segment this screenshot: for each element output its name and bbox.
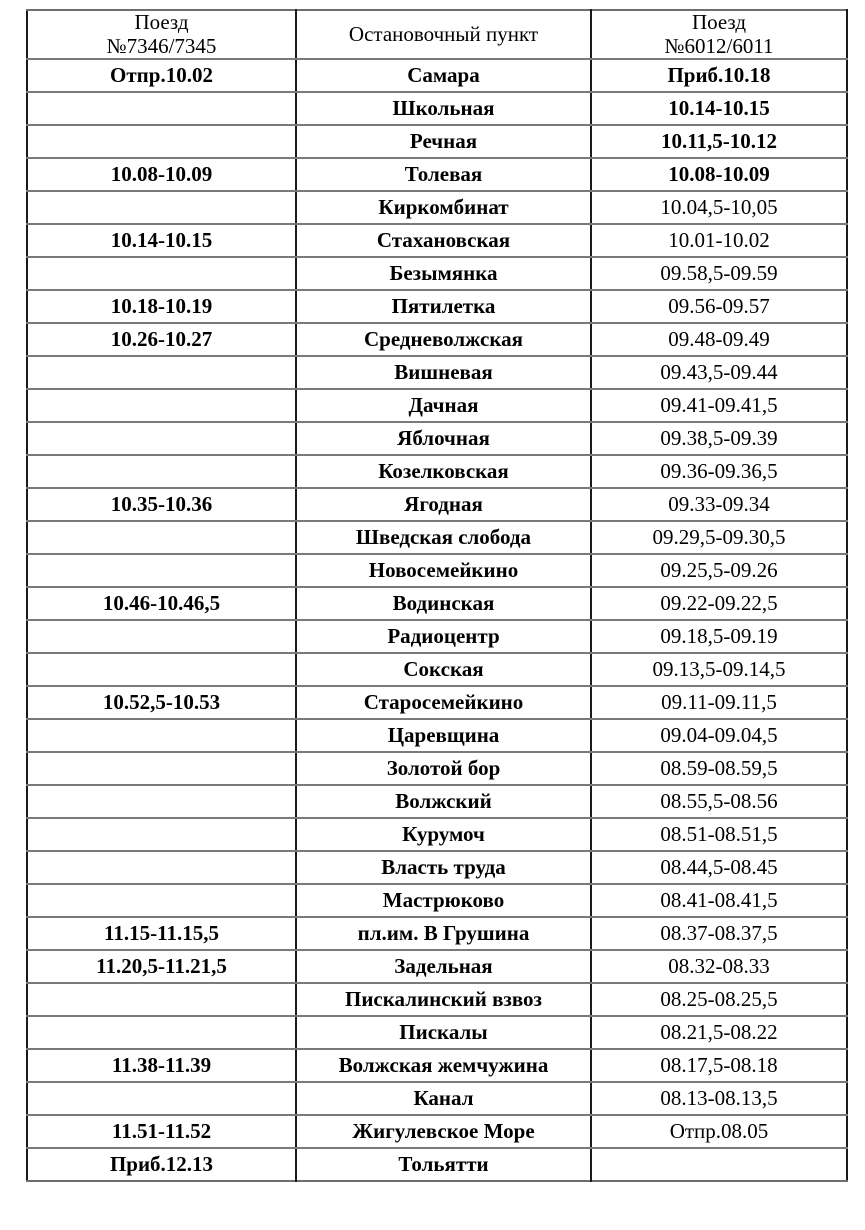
cell-train-6012-time: 08.44,5-08.45 <box>591 851 847 884</box>
cell-train-6012-time: 10.01-10.02 <box>591 224 847 257</box>
table-row <box>27 125 847 158</box>
cell-train-7346-time <box>27 1082 296 1115</box>
cell-train-7346-time <box>27 983 296 1016</box>
cell-train-7346-time: 11.15-11.15,5 <box>27 917 296 950</box>
table-row <box>27 191 847 224</box>
cell-train-7346-time <box>27 455 296 488</box>
cell-train-6012-time: 08.32-08.33 <box>591 950 847 983</box>
cell-train-6012-time: 10.14-10.15 <box>591 92 847 125</box>
cell-train-7346-time <box>27 785 296 818</box>
cell-stop-name: Ягодная <box>296 488 591 521</box>
table-row <box>27 92 847 125</box>
train-timetable <box>26 9 848 1182</box>
table-row <box>27 554 847 587</box>
table-row <box>27 521 847 554</box>
cell-train-6012-time: 09.38,5-09.39 <box>591 422 847 455</box>
cell-train-6012-time: 09.25,5-09.26 <box>591 554 847 587</box>
cell-stop-name: Новосемейкино <box>296 554 591 587</box>
header-train-left-number: №7346/7345 <box>106 33 217 58</box>
table-row <box>27 818 847 851</box>
table-row <box>27 59 847 92</box>
cell-train-6012-time: 08.25-08.25,5 <box>591 983 847 1016</box>
cell-train-6012-time: 08.41-08.41,5 <box>591 884 847 917</box>
cell-stop-name: Вишневая <box>296 356 591 389</box>
cell-train-6012-time: 09.36-09.36,5 <box>591 455 847 488</box>
cell-train-6012-time: 10.04,5-10,05 <box>591 191 847 224</box>
table-row <box>27 323 847 356</box>
cell-train-6012-time: 08.17,5-08.18 <box>591 1049 847 1082</box>
cell-train-7346-time <box>27 356 296 389</box>
cell-train-6012-time: 08.37-08.37,5 <box>591 917 847 950</box>
cell-train-7346-time: 11.38-11.39 <box>27 1049 296 1082</box>
table-row <box>27 587 847 620</box>
table-row <box>27 917 847 950</box>
cell-train-6012-time: 08.21,5-08.22 <box>591 1016 847 1049</box>
cell-train-6012-time: 09.56-09.57 <box>591 290 847 323</box>
table-row <box>27 950 847 983</box>
cell-stop-name: Самара <box>296 59 591 92</box>
cell-stop-name: Задельная <box>296 950 591 983</box>
table-row <box>27 356 847 389</box>
cell-stop-name: Школьная <box>296 92 591 125</box>
table-row <box>27 389 847 422</box>
table-row <box>27 785 847 818</box>
cell-stop-name: Волжская жемчужина <box>296 1049 591 1082</box>
cell-stop-name: Толевая <box>296 158 591 191</box>
header-train-right-line1: Поезд <box>691 10 747 34</box>
cell-train-6012-time: Отпр.08.05 <box>591 1115 847 1148</box>
cell-stop-name: Шведская слобода <box>296 521 591 554</box>
table-row <box>27 851 847 884</box>
cell-stop-name: Курумоч <box>296 818 591 851</box>
cell-train-6012-time: 09.29,5-09.30,5 <box>591 521 847 554</box>
cell-train-6012-time: 08.59-08.59,5 <box>591 752 847 785</box>
cell-train-6012-time: 09.58,5-09.59 <box>591 257 847 290</box>
cell-train-7346-time <box>27 191 296 224</box>
table-row <box>27 620 847 653</box>
cell-train-7346-time: 10.52,5-10.53 <box>27 686 296 719</box>
cell-train-7346-time <box>27 653 296 686</box>
cell-train-6012-time <box>591 1148 847 1181</box>
cell-stop-name: Пискалинский взвоз <box>296 983 591 1016</box>
cell-train-7346-time <box>27 125 296 158</box>
cell-stop-name: Водинская <box>296 587 591 620</box>
cell-stop-name: пл.им. В Грушина <box>296 917 591 950</box>
cell-train-6012-time: 09.33-09.34 <box>591 488 847 521</box>
cell-train-6012-time: 08.51-08.51,5 <box>591 818 847 851</box>
cell-train-7346-time <box>27 389 296 422</box>
cell-train-6012-time: 09.18,5-09.19 <box>591 620 847 653</box>
cell-train-6012-time: 09.41-09.41,5 <box>591 389 847 422</box>
header-stop-point <box>296 10 591 59</box>
cell-train-6012-time: 09.13,5-09.14,5 <box>591 653 847 686</box>
cell-train-7346-time <box>27 884 296 917</box>
table-row <box>27 224 847 257</box>
cell-train-7346-time: Отпр.10.02 <box>27 59 296 92</box>
header-stop-point-label: Остановочный пункт <box>348 21 539 46</box>
table-row <box>27 290 847 323</box>
cell-train-6012-time: 09.48-09.49 <box>591 323 847 356</box>
cell-stop-name: Яблочная <box>296 422 591 455</box>
cell-train-7346-time: 10.14-10.15 <box>27 224 296 257</box>
cell-stop-name: Канал <box>296 1082 591 1115</box>
table-row <box>27 488 847 521</box>
cell-stop-name: Тольятти <box>296 1148 591 1181</box>
cell-train-6012-time: 09.04-09.04,5 <box>591 719 847 752</box>
cell-train-7346-time <box>27 521 296 554</box>
table-row <box>27 752 847 785</box>
cell-stop-name: Козелковская <box>296 455 591 488</box>
cell-stop-name: Власть труда <box>296 851 591 884</box>
cell-stop-name: Стахановская <box>296 224 591 257</box>
cell-train-7346-time <box>27 620 296 653</box>
cell-train-6012-time: 09.22-09.22,5 <box>591 587 847 620</box>
table-row <box>27 686 847 719</box>
cell-stop-name: Пискалы <box>296 1016 591 1049</box>
cell-train-7346-time: 11.20,5-11.21,5 <box>27 950 296 983</box>
table-row <box>27 1082 847 1115</box>
cell-train-7346-time: 10.18-10.19 <box>27 290 296 323</box>
cell-train-7346-time <box>27 719 296 752</box>
table-row <box>27 1115 847 1148</box>
cell-train-6012-time: 08.13-08.13,5 <box>591 1082 847 1115</box>
cell-stop-name: Сокская <box>296 653 591 686</box>
cell-stop-name: Золотой бор <box>296 752 591 785</box>
cell-stop-name: Жигулевское Море <box>296 1115 591 1148</box>
header-train-left-line1: Поезд <box>134 10 189 34</box>
cell-stop-name: Киркомбинат <box>296 191 591 224</box>
table-row <box>27 1016 847 1049</box>
cell-train-6012-time: Приб.10.18 <box>591 59 847 92</box>
cell-stop-name: Радиоцентр <box>296 620 591 653</box>
cell-stop-name: Дачная <box>296 389 591 422</box>
cell-train-7346-time: 10.46-10.46,5 <box>27 587 296 620</box>
cell-train-7346-time: 10.35-10.36 <box>27 488 296 521</box>
cell-stop-name: Безымянка <box>296 257 591 290</box>
cell-train-7346-time: 10.26-10.27 <box>27 323 296 356</box>
cell-stop-name: Средневолжская <box>296 323 591 356</box>
header-train-right-number: №6012/6011 <box>664 33 774 58</box>
table-row <box>27 158 847 191</box>
cell-train-6012-time: 09.43,5-09.44 <box>591 356 847 389</box>
cell-train-7346-time <box>27 554 296 587</box>
cell-stop-name: Царевщина <box>296 719 591 752</box>
header-row <box>27 10 847 59</box>
table-row <box>27 422 847 455</box>
table-row <box>27 257 847 290</box>
cell-train-7346-time <box>27 752 296 785</box>
timetable-container <box>26 9 846 1182</box>
cell-train-6012-time: 08.55,5-08.56 <box>591 785 847 818</box>
cell-train-7346-time <box>27 1016 296 1049</box>
table-row <box>27 1049 847 1082</box>
cell-stop-name: Старосемейкино <box>296 686 591 719</box>
cell-train-7346-time: Приб.12.13 <box>27 1148 296 1181</box>
cell-stop-name: Мастрюково <box>296 884 591 917</box>
table-row <box>27 983 847 1016</box>
table-body <box>27 59 847 1181</box>
cell-train-7346-time: 10.08-10.09 <box>27 158 296 191</box>
table-row <box>27 884 847 917</box>
table-row <box>27 719 847 752</box>
cell-train-6012-time: 10.11,5-10.12 <box>591 125 847 158</box>
table-row <box>27 653 847 686</box>
cell-train-7346-time <box>27 851 296 884</box>
cell-stop-name: Пятилетка <box>296 290 591 323</box>
cell-train-6012-time: 09.11-09.11,5 <box>591 686 847 719</box>
table-row <box>27 1148 847 1181</box>
cell-train-7346-time <box>27 422 296 455</box>
table-header <box>27 10 847 59</box>
cell-train-6012-time: 10.08-10.09 <box>591 158 847 191</box>
header-train-right <box>591 10 847 59</box>
cell-stop-name: Волжский <box>296 785 591 818</box>
cell-train-7346-time <box>27 257 296 290</box>
cell-train-7346-time <box>27 92 296 125</box>
cell-train-7346-time <box>27 818 296 851</box>
cell-stop-name: Речная <box>296 125 591 158</box>
table-row <box>27 455 847 488</box>
cell-train-7346-time: 11.51-11.52 <box>27 1115 296 1148</box>
header-train-left <box>27 10 296 59</box>
